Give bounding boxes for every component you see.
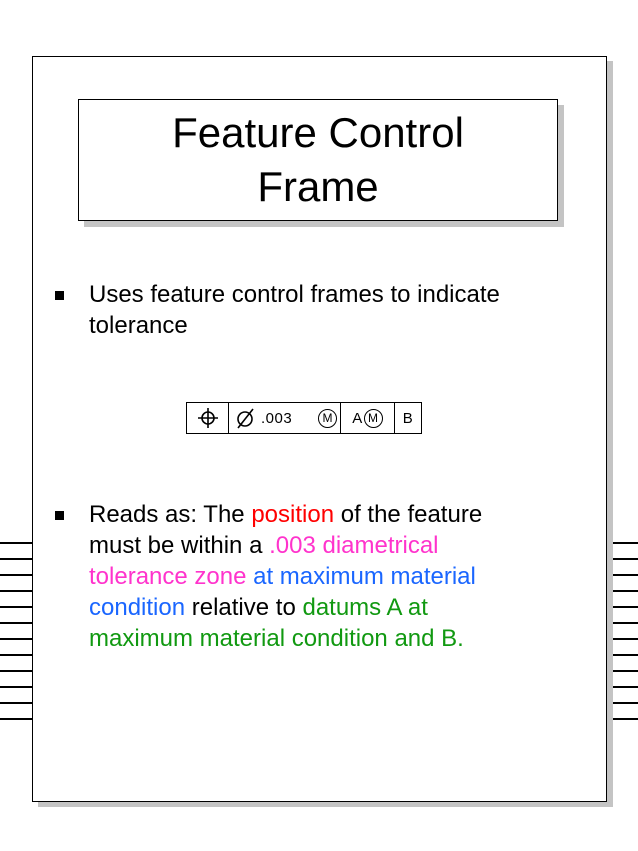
datums-term-1: datums A at: [302, 594, 428, 621]
fcf-symbol-cell: [187, 403, 229, 433]
bullet-1-line-1: Uses feature control frames to indicate: [89, 281, 500, 308]
slide-title: [118, 106, 518, 214]
feature-control-frame: [186, 402, 422, 434]
position-symbol-icon: [197, 407, 219, 429]
datum-a-modifier-icon: M: [364, 409, 383, 428]
bullet-1-line-2: tolerance: [89, 312, 188, 339]
fcf-datum-b-cell: [395, 403, 421, 433]
relative-to-text: relative to: [185, 594, 303, 621]
title-line-1: Feature Control: [172, 109, 464, 156]
diameter-symbol-icon: [235, 407, 257, 429]
title-box: [78, 99, 558, 221]
bullet-square-icon: [55, 291, 64, 300]
tolerance-term-2: tolerance zone: [89, 563, 247, 590]
bullet-text-2: [89, 499, 589, 654]
title-line-2: Frame: [257, 163, 379, 210]
bullet-text-1: [89, 279, 589, 341]
mmc-term-2: condition: [89, 594, 186, 621]
left-edge-stripes: [0, 528, 33, 722]
reads-as-text: Reads as: The: [89, 501, 252, 528]
bullet-square-icon: [55, 511, 64, 520]
position-term: position: [251, 501, 335, 528]
mmc-term-1: at maximum material: [253, 563, 476, 590]
fcf-tolerance-cell: [229, 403, 341, 433]
material-modifier-icon: M: [318, 409, 337, 428]
must-be-within-text: must be within a: [89, 532, 270, 559]
tolerance-value: .003: [261, 409, 293, 427]
datums-term-2: maximum material condition and B.: [89, 625, 464, 652]
of-feature-text: of the feature: [334, 501, 483, 528]
datum-a-label: A: [352, 409, 363, 427]
slide: [32, 56, 607, 802]
fcf-datum-a-cell: [341, 403, 395, 433]
datum-b-label: B: [402, 409, 414, 427]
tolerance-term-1: .003 diametrical: [269, 532, 439, 559]
